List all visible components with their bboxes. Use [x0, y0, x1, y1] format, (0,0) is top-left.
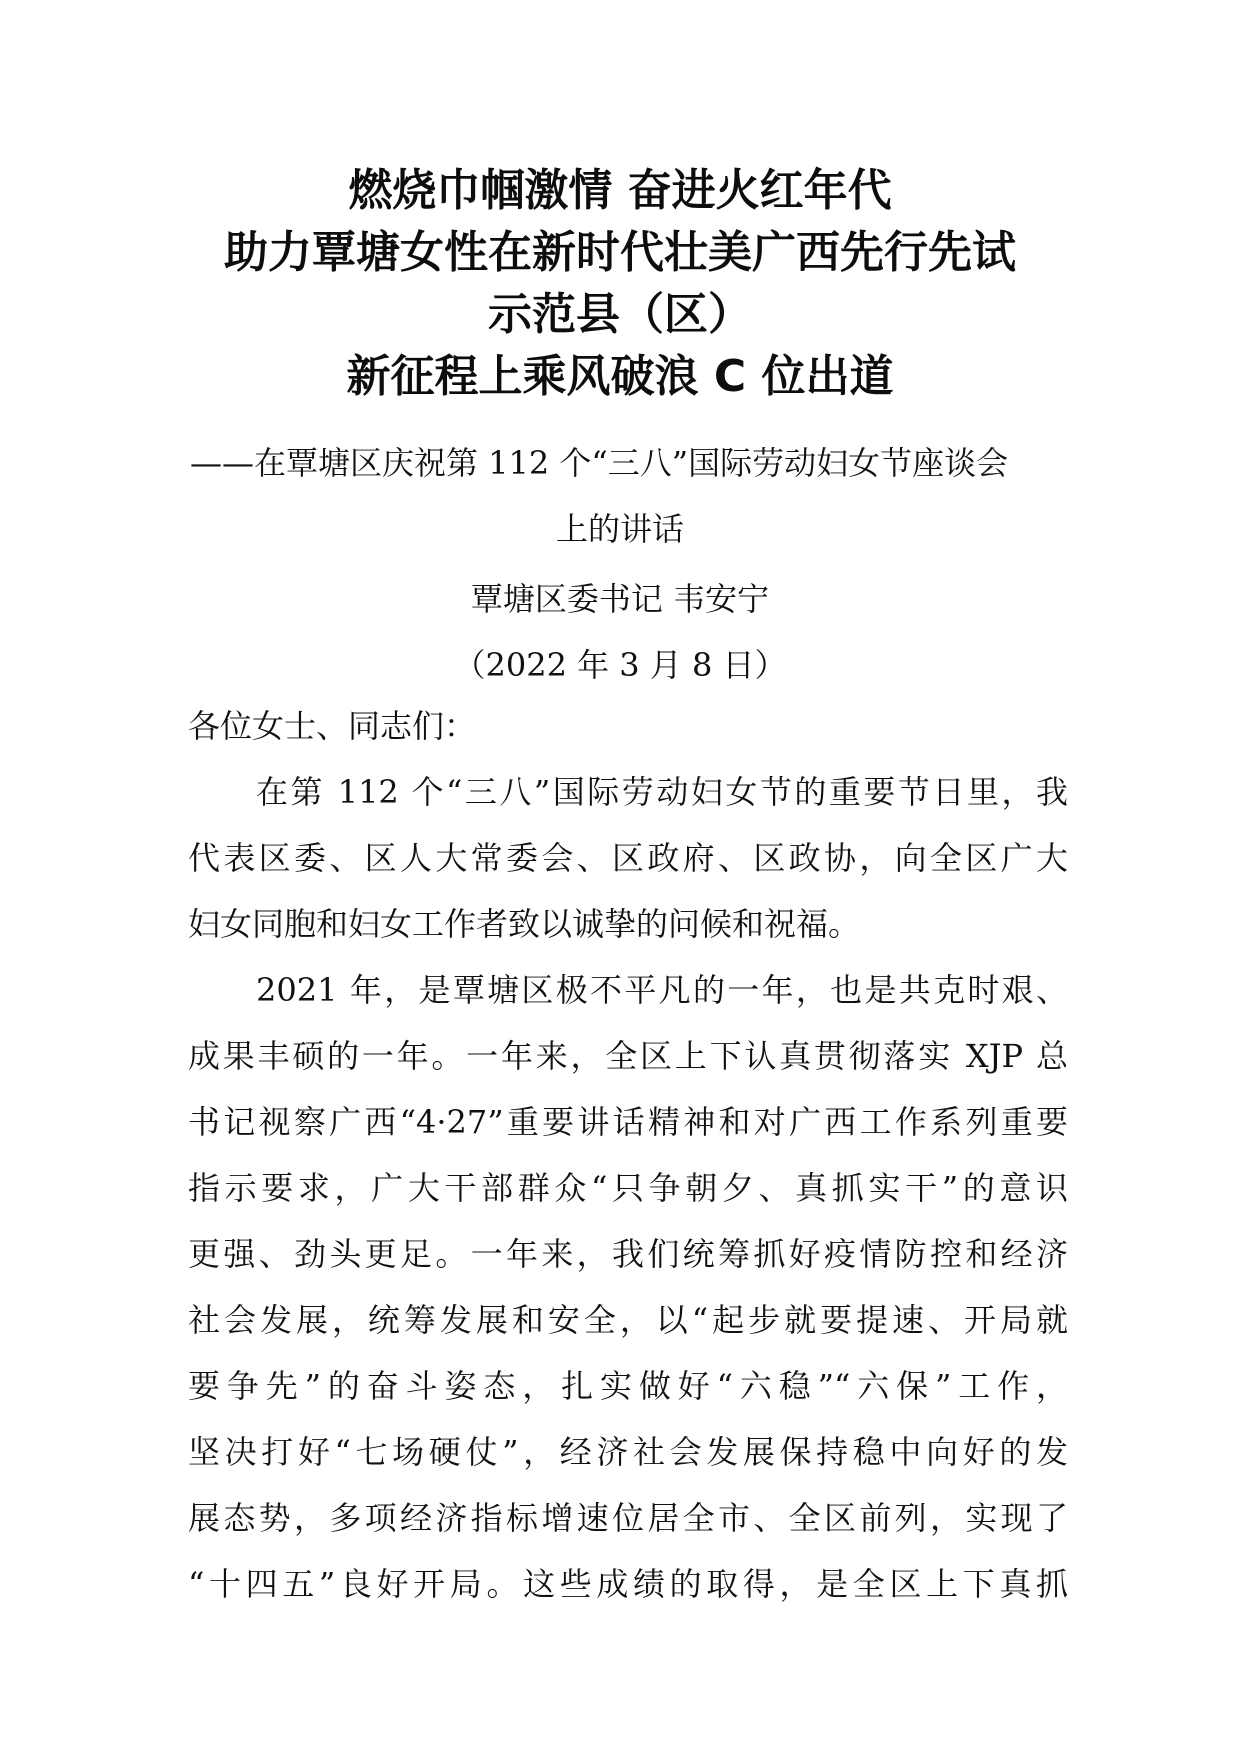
paragraph-line: 书记视察广西“4·27”重要讲话精神和对广西工作系列重要 [188, 1103, 1068, 1141]
paragraph-line: 更强、劲头更足。一年来，我们统筹抓好疫情防控和经济 [188, 1235, 1068, 1273]
paragraph-line: 2021 年，是覃塘区极不平凡的一年，也是共克时艰、 [256, 971, 1068, 1009]
speech-date: （2022 年 3 月 8 日） [453, 646, 787, 684]
title-line-1: 燃烧巾帼激情 奋进火红年代 [348, 165, 892, 216]
paragraph-line: “十四五”良好开局。这些成绩的取得，是全区上下真抓 [188, 1565, 1068, 1603]
salutation-line: 各位女士、同志们： [188, 707, 477, 745]
paragraph-line: 在第 112 个“三八”国际劳动妇女节的重要节日里，我 [256, 773, 1068, 811]
subtitle-line-2: 上的讲话 [555, 510, 684, 548]
paragraph-line: 代表区委、区人大常委会、区政府、区政协，向全区广大 [188, 839, 1068, 877]
speech-subtitle [150, 430, 1090, 562]
paragraph-line: 妇女同胞和妇女工作者致以诚挚的问候和祝福。 [188, 905, 861, 943]
subtitle-line-1: ——在覃塘区庆祝第 112 个“三八”国际劳动妇女节座谈会 [190, 444, 1009, 482]
paragraph-line: 社会发展，统筹发展和安全，以“起步就要提速、开局就 [188, 1301, 1068, 1339]
title-line-2: 助力覃塘女性在新时代壮美广西先行先试 [224, 227, 1016, 278]
speaker-byline: 覃塘区委书记 韦安宁 [470, 580, 770, 618]
speech-title [150, 160, 1090, 408]
title-line-4: 新征程上乘风破浪 C 位出道 [346, 351, 894, 402]
title-line-3: 示范县（区） [488, 289, 752, 340]
salutation [188, 693, 1068, 759]
paragraph-2 [188, 957, 1068, 1617]
paragraph-line: 要争先”的奋斗姿态，扎实做好“六稳”“六保”工作， [188, 1367, 1068, 1405]
paragraph-line: 成果丰硕的一年。一年来，全区上下认真贯彻落实 XJP 总 [188, 1037, 1068, 1075]
paragraph-line: 指示要求，广大干部群众“只争朝夕、真抓实干”的意识 [188, 1169, 1068, 1207]
paragraph-line: 坚决打好“七场硬仗”，经济社会发展保持稳中向好的发 [188, 1433, 1068, 1471]
paragraph-line: 展态势，多项经济指标增速位居全市、全区前列，实现了 [188, 1499, 1068, 1537]
paragraph-1 [188, 759, 1068, 957]
